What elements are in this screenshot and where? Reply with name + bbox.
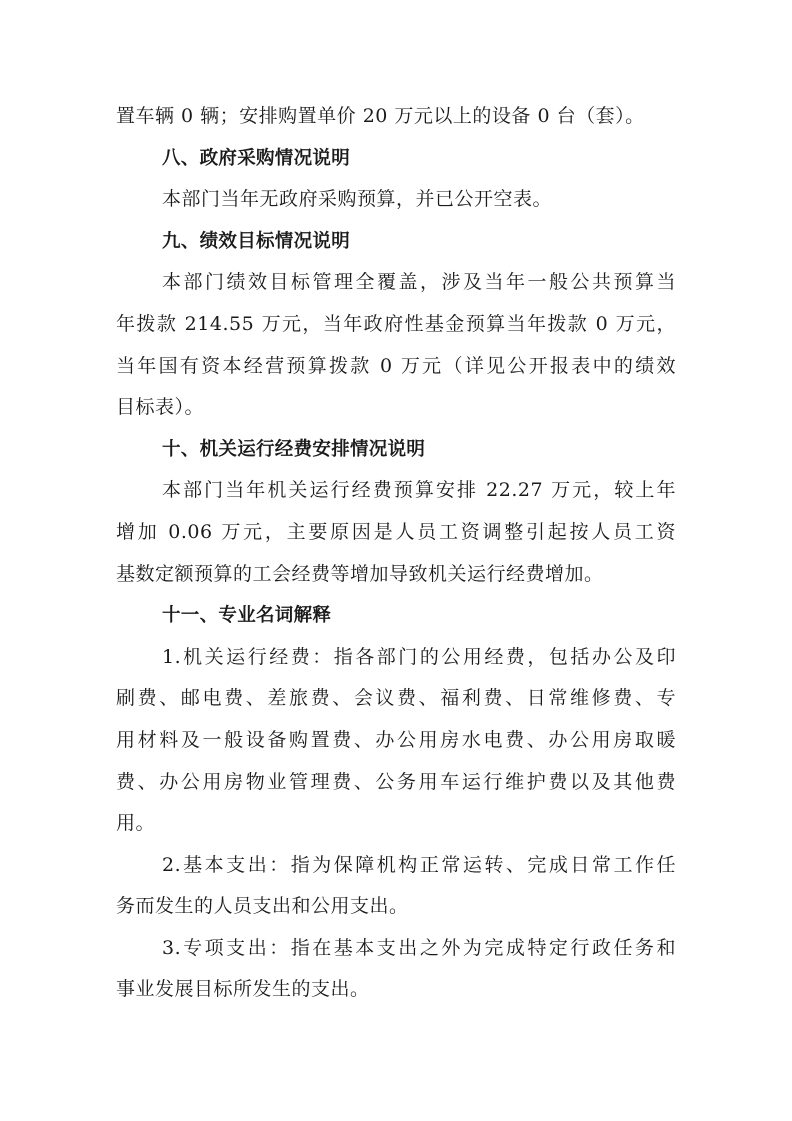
text-line: 置车辆 0 辆；安排购置单价 20 万元以上的设备 0 台（套）。 xyxy=(116,105,645,127)
paragraph-vehicle-equipment xyxy=(116,96,676,138)
text-line: 本部门当年机关运行经费预算安排 22.27 万元，较上年 xyxy=(162,479,676,502)
heading-operating-expenses xyxy=(116,429,676,471)
section-heading: 十一、专业名词解释 xyxy=(162,605,332,627)
text-line: 务而发生的人员支出和公用支出。 xyxy=(116,895,409,918)
paragraph-performance-targets xyxy=(116,262,676,428)
heading-performance-targets xyxy=(116,221,676,263)
paragraph-term-special-expenditure xyxy=(116,928,676,1011)
text-line: 增加 0.06 万元，主要原因是人员工资调整引起按人员工资 xyxy=(116,520,676,543)
text-line: 本部门当年无政府采购预算，并已公开空表。 xyxy=(162,188,553,211)
paragraph-government-procurement xyxy=(116,179,676,221)
text-line: 目标表）。 xyxy=(116,396,205,419)
section-heading: 八、政府采购情况说明 xyxy=(162,147,351,169)
text-line: 基数定额预算的工会经费等增加导致机关运行经费增加。 xyxy=(116,562,604,585)
text-line: 用材料及一般设备购置费、办公用房水电费、办公用房取暖 xyxy=(116,728,676,751)
document-page xyxy=(116,96,676,1011)
text-line: 事业发展目标所发生的支出。 xyxy=(116,978,370,1001)
text-line: 刷费、邮电费、差旅费、会议费、福利费、日常维修费、专 xyxy=(116,687,676,710)
text-line: 当年国有资本经营预算拨款 0 万元（详见公开报表中的绩效 xyxy=(116,354,676,377)
text-line: 年拨款 214.55 万元，当年政府性基金预算当年拨款 0 万元， xyxy=(116,312,676,335)
paragraph-term-basic-expenditure xyxy=(116,845,676,928)
paragraph-term-operating-expenses xyxy=(116,637,676,845)
section-heading: 十、机关运行经费安排情况说明 xyxy=(162,438,426,460)
heading-government-procurement xyxy=(116,138,676,180)
heading-terminology xyxy=(116,595,676,637)
text-line: 本部门绩效目标管理全覆盖，涉及当年一般公共预算当 xyxy=(162,271,676,294)
text-line: 2.基本支出：指为保障机构正常运转、完成日常工作任 xyxy=(162,853,676,876)
text-line: 用。 xyxy=(116,812,156,835)
paragraph-operating-expenses xyxy=(116,470,676,595)
text-line: 1.机关运行经费：指各部门的公用经费，包括办公及印 xyxy=(162,645,676,668)
section-heading: 九、绩效目标情况说明 xyxy=(162,230,351,252)
text-line: 3.专项支出：指在基本支出之外为完成特定行政任务和 xyxy=(162,936,676,959)
text-line: 费、办公用房物业管理费、公务用车运行维护费以及其他费 xyxy=(116,770,676,793)
